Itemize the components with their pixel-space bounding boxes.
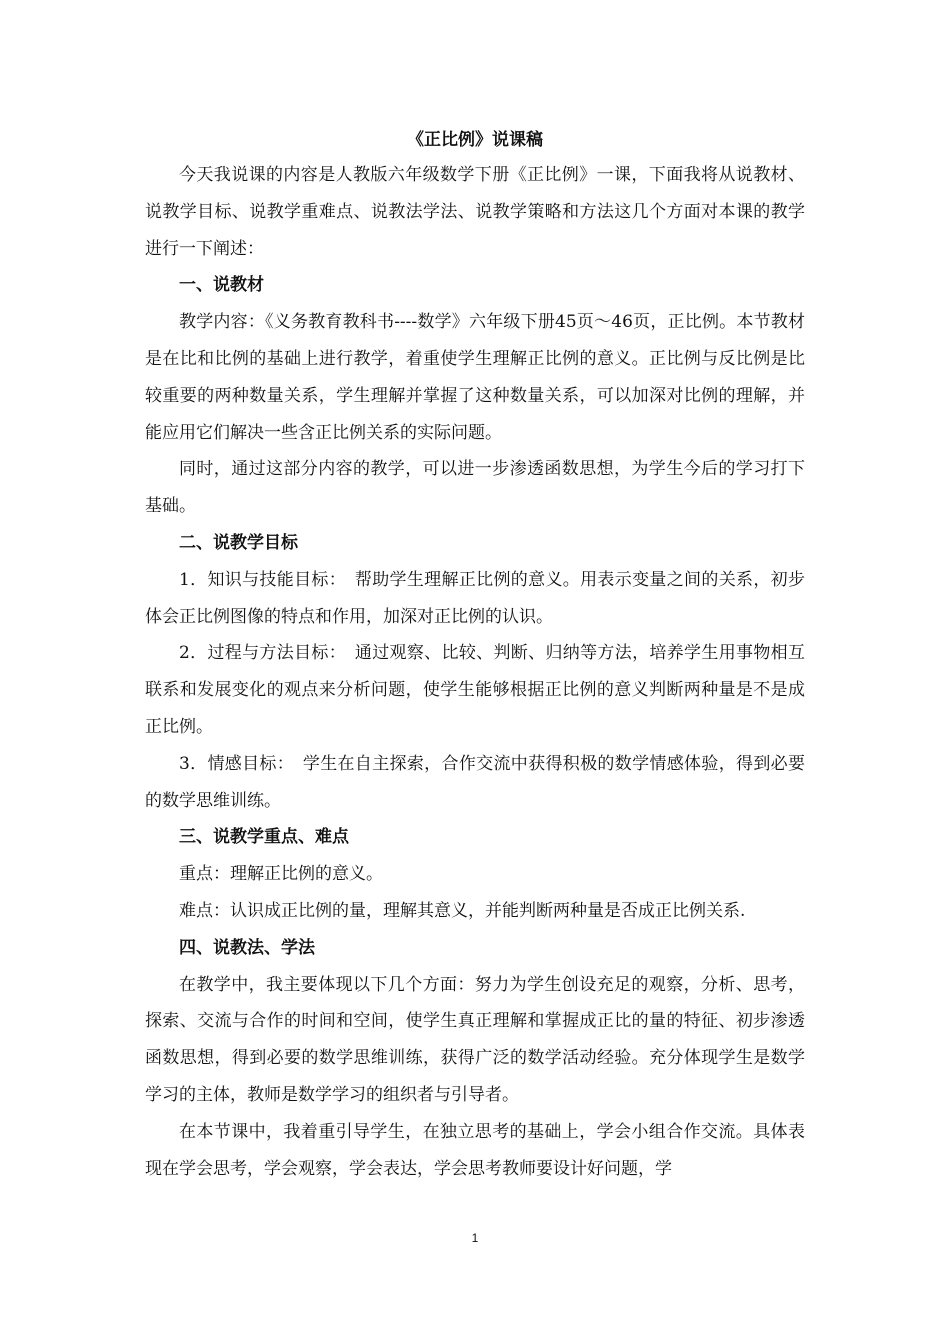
document-body xyxy=(145,157,805,1187)
difficulty-paragraph: 难点：认识成正比例的量，理解其意义，并能判断两种量是否成正比例关系. xyxy=(179,900,746,921)
textbook-function-paragraph: 同时，通过这部分内容的教学，可以进一步渗透函数思想，为学生今后的学习打下基础。 xyxy=(145,459,805,517)
page-number: 1 xyxy=(471,1231,479,1245)
cooperation-paragraph: 在本节课中，我着重引导学生，在独立思考的基础上，学会小组合作交流。具体表现在学会思考，学会观察，学会表达，学会思考教师要设计好问题，学 xyxy=(145,1121,805,1179)
document-title: 《正比例》说课稿 xyxy=(407,130,543,150)
keypoint-paragraph: 重点：理解正比例的意义。 xyxy=(179,864,383,885)
objective-emotion-paragraph: 3．情感目标： 学生在自主探索，合作交流中获得积极的数学情感体验，得到必要的数学思维训练。 xyxy=(145,753,805,811)
objective-knowledge-paragraph: 1．知识与技能目标： 帮助学生理解正比例的意义。用表示变量之间的关系，初步体会正比例图像的特点和作用，加深对正比例的认识。 xyxy=(145,569,805,627)
methods-paragraph: 在教学中，我主要体现以下几个方面：努力为学生创设充足的观察，分析、思考，探索、交流与合作的时间和空间，使学生真正理解和掌握成正比的量的特征、初步渗透函数思想，得到必要的数学思维训练，获得广泛的数学活动经验。充分体现学生是数学学习的主体，教师是数学学习的组织者与引导者。 xyxy=(145,974,805,1105)
section-heading-objectives: 二、说教学目标 xyxy=(179,532,298,553)
section-heading-textbook: 一、说教材 xyxy=(179,275,264,296)
textbook-content-paragraph: 教学内容：《义务教育教科书----数学》六年级下册45页～46页，正比例。本节教材是在比和比例的基础上进行教学，着重使学生理解正比例的意义。正比例与反比例是比较重要的两种数量关系，学生理解并掌握了这种数量关系，可以加深对比例的理解，并能应用它们解决一些含正比例关系的实际问题。 xyxy=(145,312,805,443)
section-heading-keypoints: 三、说教学重点、难点 xyxy=(179,827,349,848)
objective-process-paragraph: 2．过程与方法目标： 通过观察、比较、判断、归纳等方法，培养学生用事物相互联系和发展变化的观点来分析问题，使学生能够根据正比例的意义判断两种量是不是成正比例。 xyxy=(145,643,805,737)
intro-paragraph: 今天我说课的内容是人教版六年级数学下册《正比例》一课，下面我将从说教材、说教学目标、说教学重难点、说教法学法、说教学策略和方法这几个方面对本课的教学进行一下阐述： xyxy=(145,165,805,259)
section-heading-methods: 四、说教法、学法 xyxy=(179,937,315,958)
